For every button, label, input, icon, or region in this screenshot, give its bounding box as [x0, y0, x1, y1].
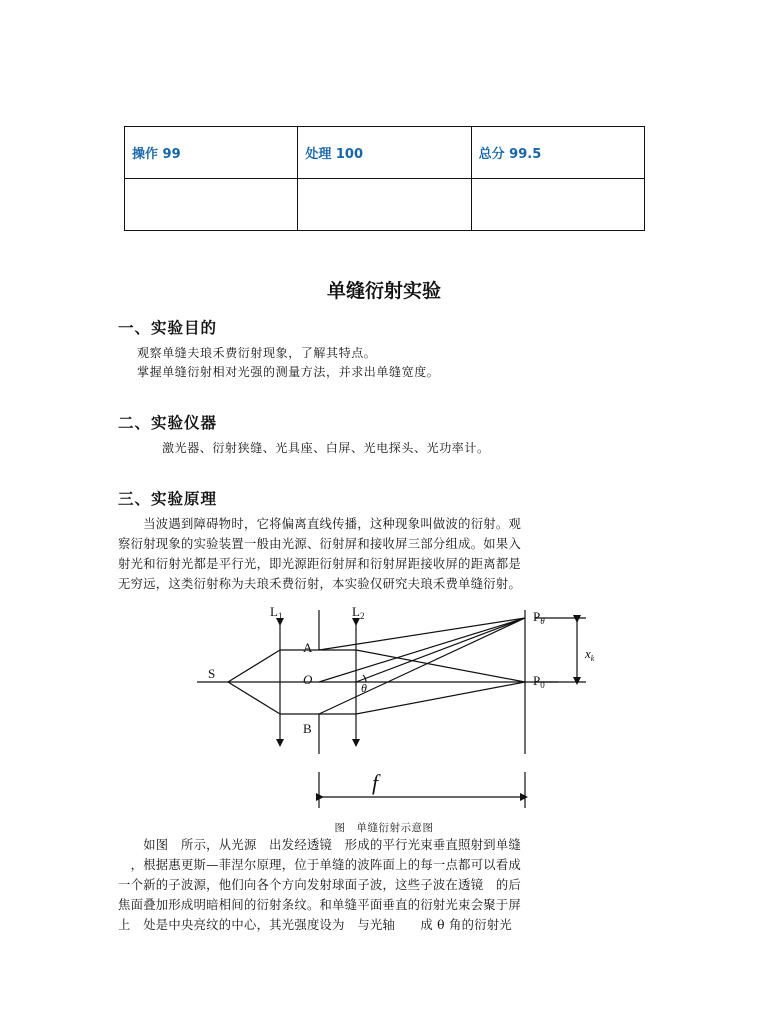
body-line-2: ，根据惠更斯—菲涅尔原理，位于单缝的波阵面上的每一点都可以看成 — [118, 858, 522, 872]
label-theta: θ — [361, 681, 367, 695]
diffracted-ray-center — [356, 618, 525, 682]
section3-line-4: 无穷远，这类衍射称为夫琅禾费衍射，本实验仅研究夫琅禾费单缝衍射。 — [118, 577, 522, 591]
label-b: B — [303, 721, 312, 736]
label-p-theta: $P_\theta$ — [533, 609, 545, 626]
source-ray-bottom — [228, 682, 280, 714]
ray-to-p0-top — [356, 650, 525, 682]
score-empty-row — [125, 179, 645, 231]
score-empty-cell — [471, 179, 644, 231]
single-slit-diagram — [190, 598, 610, 813]
section2-heading: 二、实验仪器 — [118, 413, 218, 432]
score-total: 总分 99.5 — [471, 127, 644, 179]
label-l2: $L_2$ — [352, 604, 365, 621]
section1-heading: 一、实验目的 — [118, 318, 218, 337]
section3-heading: 三、实验原理 — [118, 489, 218, 508]
label-f: f — [372, 770, 379, 795]
section2-text: 激光器、衍射狭缝、光具座、白屏、光电探头、光功率计。 — [162, 441, 490, 455]
section1-line-2: 掌握单缝衍射相对光强的测量方法，并求出单缝宽度。 — [137, 365, 440, 379]
body-line-5: 上 处是中央亮纹的中心，其光强度设为 与光轴 成 θ 角的衍射光 — [118, 918, 513, 932]
label-s: S — [208, 666, 216, 681]
score-processing: 处理 100 — [298, 127, 471, 179]
label-xk: $x_k$ — [585, 646, 595, 663]
label-l1: $L_1$ — [270, 604, 283, 621]
body-line-1: 如图 所示，从光源 出发经透镜 形成的平行光束垂直照射到单缝 — [118, 838, 522, 852]
document-title: 单缝衍射实验 — [326, 280, 441, 302]
body-line-3: 一个新的子波源，他们向各个方向发射球面子波，这些子波在透镜 的后 — [118, 878, 522, 892]
score-header-row — [125, 127, 645, 179]
score-empty-cell — [125, 179, 298, 231]
label-p0: $P_0$ — [533, 673, 545, 690]
diffracted-ray-a — [319, 618, 525, 650]
ray-to-p0-bottom — [356, 682, 525, 714]
label-a: A — [303, 640, 313, 655]
score-table — [124, 126, 645, 231]
score-empty-cell — [298, 179, 471, 231]
section3-line-1: 当波遇到障碍物时，它将偏离直线传播，这种现象叫做波的衍射。观 — [118, 517, 522, 531]
section3-line-3: 射光和衍射光都是平行光，即光源距衍射屏和衍射屏距接收屏的距离都是 — [118, 557, 522, 571]
figure-caption: 图 单缝衍射示意图 — [334, 822, 434, 834]
score-operation: 操作 99 — [125, 127, 298, 179]
label-o: O — [303, 672, 313, 687]
source-ray-top — [228, 650, 280, 682]
body-line-4: 焦面叠加形成明暗相间的衍射条纹。和单缝平面垂直的衍射光束会聚于屏 — [118, 898, 522, 912]
diffracted-ray-b — [319, 618, 525, 714]
section1-line-1: 观察单缝夫琅禾费衍射现象，了解其特点。 — [137, 346, 377, 360]
section3-line-2: 察衍射现象的实验装置一般由光源、衍射屏和接收屏三部分组成。如果入 — [118, 537, 522, 551]
